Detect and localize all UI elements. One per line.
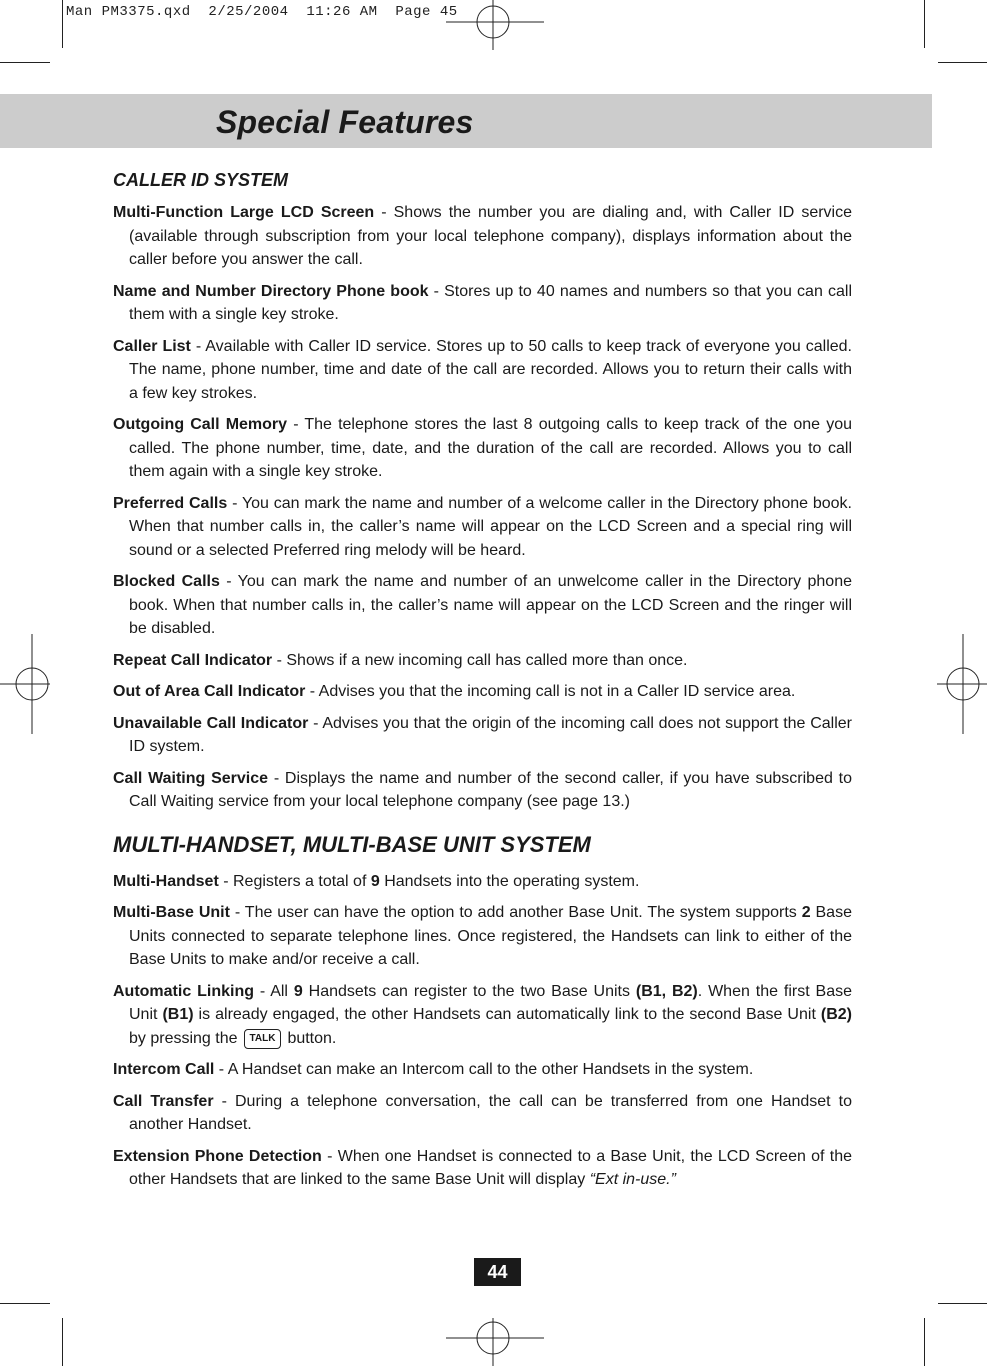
feature-term: Multi-Base Unit bbox=[113, 904, 230, 921]
feature-item bbox=[113, 649, 852, 673]
crop-mark bbox=[0, 62, 50, 63]
feature-item bbox=[113, 767, 852, 814]
feature-item bbox=[113, 201, 852, 272]
feature-item bbox=[113, 335, 852, 406]
printer-slug: Man PM3375.qxd 2/25/2004 11:26 AM Page 45 bbox=[66, 4, 458, 20]
crop-mark bbox=[924, 1318, 925, 1366]
feature-item bbox=[113, 413, 852, 484]
feature-item-multi-base bbox=[113, 901, 852, 972]
base-unit-b1: (B1) bbox=[162, 1006, 194, 1023]
feature-description: Base Units connected to separate telephone lines. Once registered, the Handsets can link to either of the Base Units to make and/or receive a call. bbox=[129, 904, 852, 968]
feature-description: - Advises you that the incoming call is not in a Caller ID service area. bbox=[305, 683, 796, 700]
feature-description: - Shows if a new incoming call has called more than once. bbox=[272, 651, 688, 669]
feature-item-call-transfer bbox=[113, 1090, 852, 1137]
page-number: 44 bbox=[474, 1258, 521, 1286]
feature-term: Caller List bbox=[113, 337, 191, 355]
lcd-message: “Ext in-use.” bbox=[589, 1171, 676, 1188]
feature-item bbox=[113, 712, 852, 759]
feature-description: - The telephone stores the last 8 outgoing calls to keep track of the one you called. The phone number, time, date, and the duration of the call are recorded. Allows you to call them again with a single key stroke. bbox=[129, 416, 852, 480]
crop-mark bbox=[62, 0, 63, 48]
feature-item bbox=[113, 280, 852, 327]
feature-description: - During a telephone conversation, the call can be transferred from one Handset to another Handset. bbox=[129, 1092, 852, 1133]
feature-description: - Displays the name and number of the second caller, if you have subscribed to Call Waiting service from your local telephone company (see page 13.) bbox=[129, 769, 852, 810]
feature-term: Call Waiting Service bbox=[113, 769, 269, 787]
feature-description: - Shows the number you are dialing and, with Caller ID service (available through subscription from your local telephone company), displays information about the caller before you answer the call. bbox=[129, 204, 852, 268]
feature-item bbox=[113, 570, 852, 641]
feature-term: Out of Area Call Indicator bbox=[113, 683, 306, 700]
base-count: 2 bbox=[801, 904, 811, 921]
page-title: Special Features bbox=[216, 104, 474, 140]
feature-term: Repeat Call Indicator bbox=[113, 651, 273, 669]
feature-description: button. bbox=[287, 1029, 337, 1047]
handset-count: 9 bbox=[370, 872, 380, 890]
feature-item-intercom bbox=[113, 1058, 852, 1082]
feature-description: - Available with Caller ID service. Stores up to 50 calls to keep track of everyone you called. The name, phone number, time and date of the call are recorded. Allows you to return their calls with a few key strokes. bbox=[129, 337, 853, 402]
feature-description: - You can mark the name and number of a welcome caller in the Directory phone book. When that number calls in, the caller’s name will appear on the LCD Screen and a special ring will sound or a selected Preferred ring melody will be heard. bbox=[129, 494, 852, 559]
feature-term: Intercom Call bbox=[113, 1061, 215, 1078]
feature-description: - You can mark the name and number of an unwelcome caller in the Directory phone book. When that number calls in, the caller’s name will appear on the LCD Screen and the ringer will be disabled. bbox=[129, 573, 852, 637]
feature-term: Call Transfer bbox=[113, 1092, 214, 1110]
feature-description: Handsets can register to the two Base Units bbox=[302, 982, 636, 1000]
caller-id-feature-list bbox=[113, 201, 852, 814]
registration-mark-bottom bbox=[446, 1318, 544, 1366]
talk-key-icon: TALK bbox=[244, 1029, 282, 1049]
feature-term: Automatic Linking bbox=[113, 982, 254, 1000]
feature-item bbox=[113, 492, 852, 563]
feature-description: . When the first Base Unit bbox=[129, 982, 853, 1023]
feature-description: - A Handset can make an Intercom call to the other Handsets in the system. bbox=[214, 1061, 754, 1078]
feature-term: Name and Number Directory Phone book bbox=[113, 282, 429, 300]
feature-description: - Stores up to 40 names and numbers so that you can call them with a single key stroke. bbox=[129, 282, 853, 323]
page-content bbox=[113, 170, 852, 1200]
feature-description: - When one Handset is connected to a Base Unit, the LCD Screen of the other Handsets that are linked to the same Base Unit will display bbox=[129, 1147, 853, 1188]
feature-description: - Registers a total of bbox=[218, 872, 371, 890]
registration-mark-left bbox=[0, 634, 50, 734]
crop-mark bbox=[0, 1303, 50, 1304]
feature-term: Preferred Calls bbox=[113, 494, 228, 512]
section-title-multi-handset: MULTI-HANDSET, MULTI-BASE UNIT SYSTEM bbox=[113, 831, 591, 857]
feature-description: - All bbox=[254, 982, 294, 1000]
feature-description: - Advises you that the origin of the incoming call does not support the Caller ID system. bbox=[129, 714, 853, 755]
feature-item-multi-handset bbox=[113, 870, 852, 894]
feature-description: by pressing the bbox=[129, 1029, 238, 1047]
feature-description: Handsets into the operating system. bbox=[379, 872, 640, 890]
base-units-label: (B1, B2) bbox=[635, 982, 698, 1000]
registration-mark-right bbox=[937, 634, 987, 734]
base-unit-b2: (B2) bbox=[820, 1006, 852, 1023]
feature-item-automatic-linking bbox=[113, 980, 852, 1051]
crop-mark bbox=[924, 0, 925, 48]
feature-term: Extension Phone Detection bbox=[113, 1147, 322, 1165]
handset-count: 9 bbox=[293, 982, 303, 1000]
feature-item-extension-detection bbox=[113, 1145, 852, 1192]
crop-mark bbox=[938, 62, 987, 63]
feature-term: Blocked Calls bbox=[113, 573, 220, 590]
feature-description: - The user can have the option to add another Base Unit. The system supports bbox=[229, 904, 802, 921]
feature-description: is already engaged, the other Handsets can automatically link to the second Base Unit bbox=[193, 1006, 821, 1023]
registration-mark-top bbox=[446, 0, 544, 50]
crop-mark bbox=[62, 1318, 63, 1366]
section-title-caller-id: CALLER ID SYSTEM bbox=[113, 170, 289, 190]
feature-term: Multi-Function Large LCD Screen bbox=[113, 204, 375, 221]
crop-mark bbox=[938, 1303, 987, 1304]
feature-term: Outgoing Call Memory bbox=[113, 416, 288, 433]
feature-term: Unavailable Call Indicator bbox=[113, 714, 309, 732]
feature-item bbox=[113, 680, 852, 704]
feature-term: Multi-Handset bbox=[113, 872, 219, 890]
